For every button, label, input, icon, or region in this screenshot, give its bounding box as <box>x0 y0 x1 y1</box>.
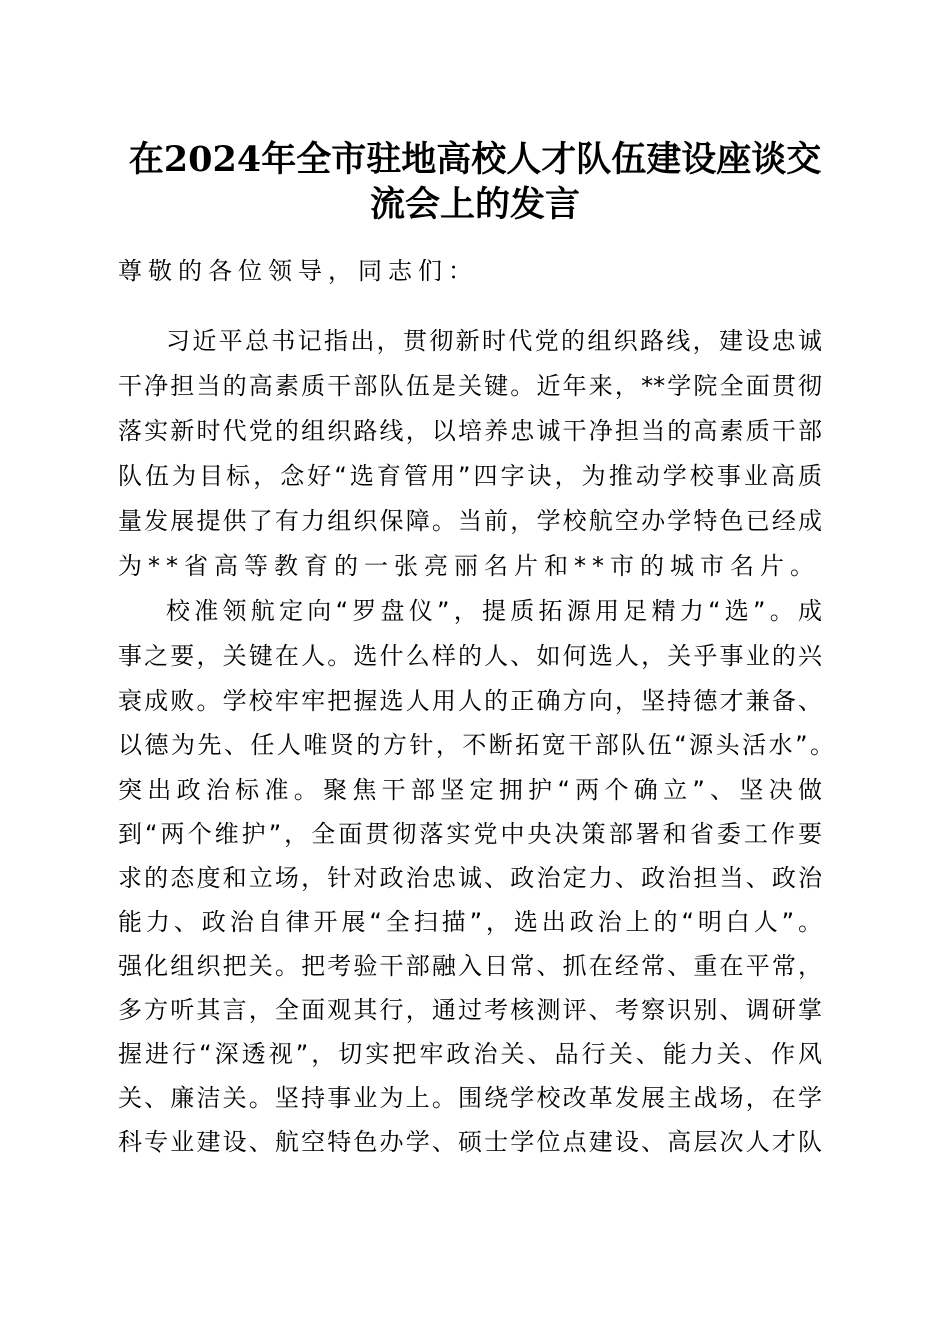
paragraph-line: 以德为先、任人唯贤的方针，不断拓宽干部队伍“源头活水”。 <box>118 731 834 759</box>
paragraph-line: 到“两个维护”，全面贯彻落实党中央决策部署和省委工作要 <box>118 820 822 848</box>
paragraph-line: 科专业建设、航空特色办学、硕士学位点建设、高层次人才队 <box>118 1128 822 1156</box>
paragraph-line: 关、廉洁关。坚持事业为上。围绕学校改革发展主战场，在学 <box>118 1084 822 1112</box>
document-title-line-2: 流会上的发言 <box>369 184 580 225</box>
paragraph-line: 多方听其言，全面观其行，通过考核测评、考察识别、调研掌 <box>118 996 822 1024</box>
paragraph-line: 突出政治标准。聚焦干部坚定拥护“两个确立”、坚决做 <box>118 776 822 804</box>
paragraph-line: 握进行“深透视”，切实把牢政治关、品行关、能力关、作风 <box>118 1040 822 1068</box>
paragraph-line: 强化组织把关。把考验干部融入日常、抓在经常、重在平常， <box>118 952 822 980</box>
paragraph-line: 落实新时代党的组织路线，以培养忠诚干净担当的高素质干部 <box>118 417 822 445</box>
paragraph-line: 衰成败。学校牢牢把握选人用人的正确方向，坚持德才兼备、 <box>118 687 822 715</box>
paragraph-line: 习近平总书记指出，贯彻新时代党的组织路线，建设忠诚 <box>166 327 822 355</box>
document-title-line-1: 在2024年全市驻地高校人才队伍建设座谈交 <box>128 139 822 180</box>
paragraph-line: 事之要，关键在人。选什么样的人、如何选人，关乎事业的兴 <box>118 642 822 670</box>
paragraph-line: 能力、政治自律开展“全扫描”，选出政治上的“明白人”。 <box>118 908 822 936</box>
paragraph-line: 求的态度和立场，针对政治忠诚、政治定力、政治担当、政治 <box>118 864 822 892</box>
paragraph-line: 量发展提供了有力组织保障。当前，学校航空办学特色已经成 <box>118 507 822 535</box>
paragraph-line: 为**省高等教育的一张亮丽名片和**市的城市名片。 <box>118 552 820 580</box>
paragraph-line: 干净担当的高素质干部队伍是关键。近年来，**学院全面贯彻 <box>118 372 822 400</box>
paragraph-line: 队伍为目标，念好“选育管用”四字诀，为推动学校事业高质 <box>118 462 822 490</box>
paragraph-line: 校准领航定向“罗盘仪”，提质拓源用足精力“选”。成 <box>166 597 822 625</box>
greeting: 尊敬的各位领导，同志们： <box>118 257 478 285</box>
